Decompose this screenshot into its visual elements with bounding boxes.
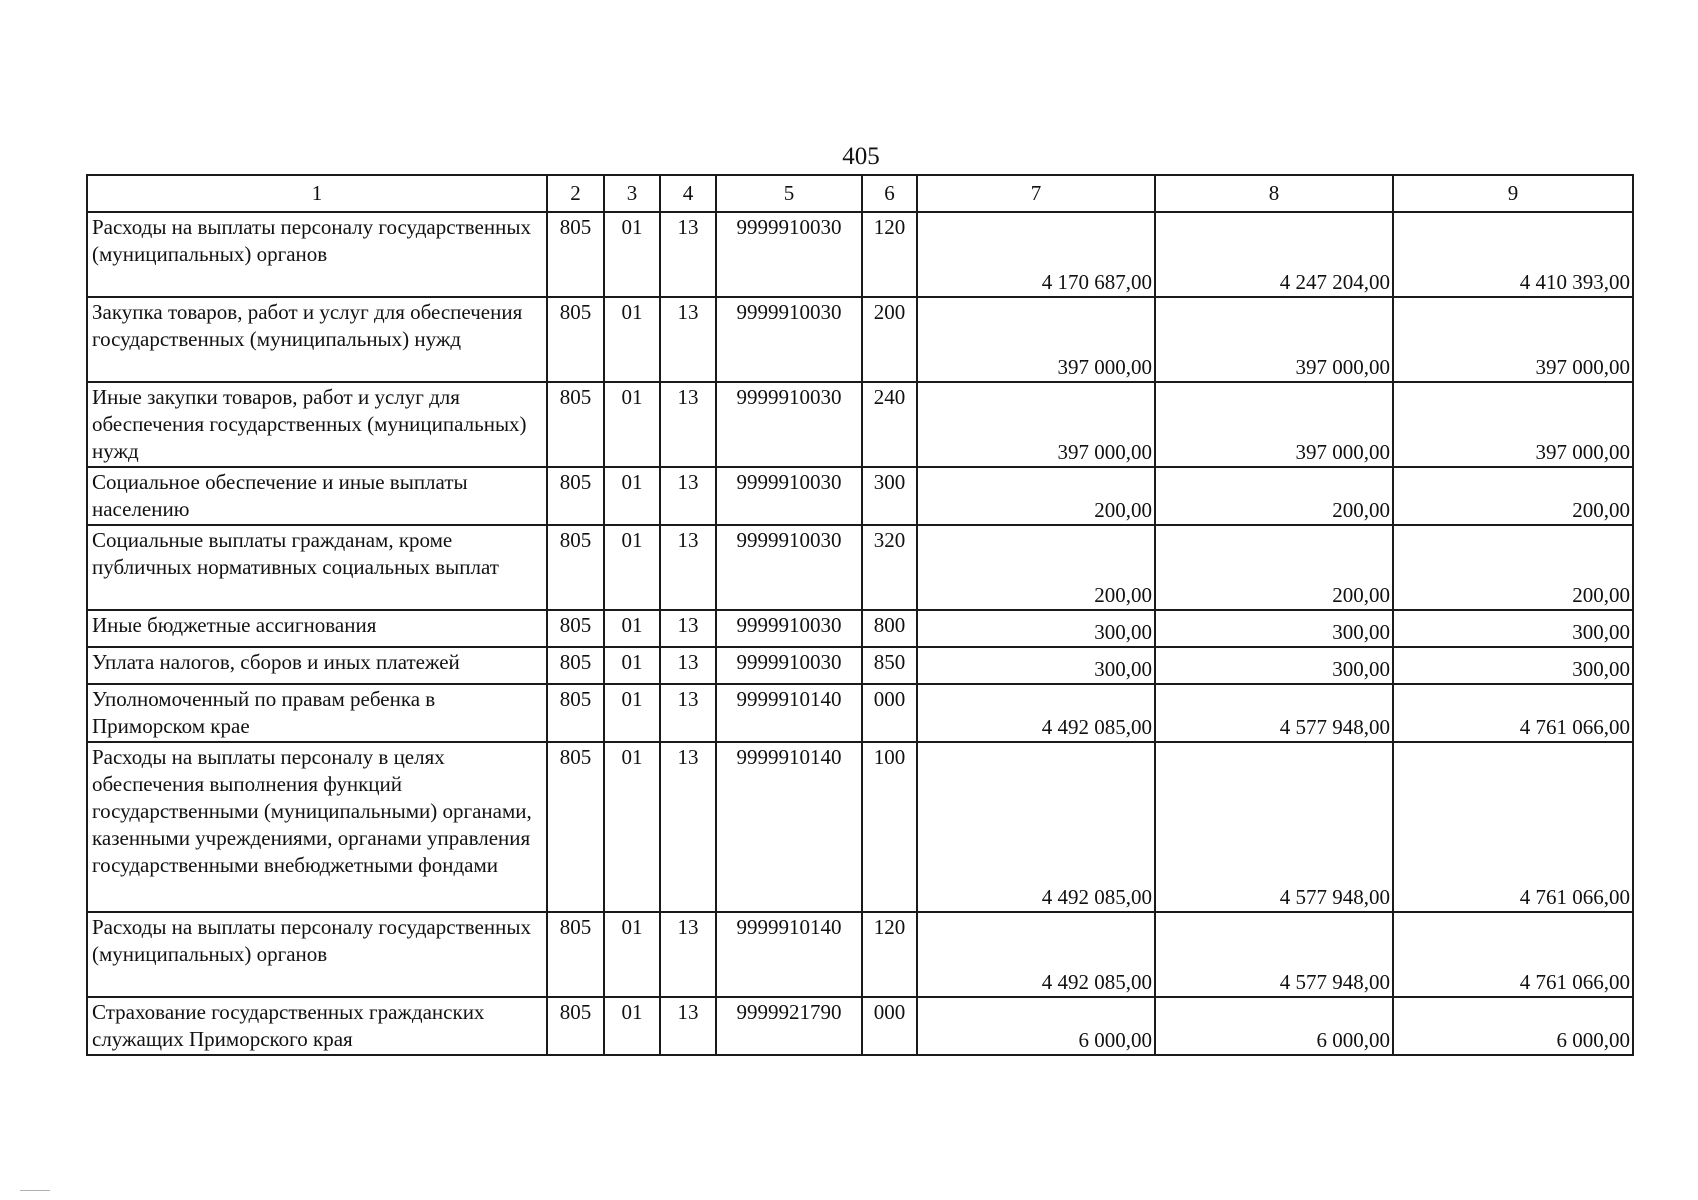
- amount-cell: 200,00: [1393, 467, 1633, 525]
- code-cell: 805: [547, 525, 604, 610]
- table-row: [87, 212, 1633, 297]
- amount-cell: 4 247 204,00: [1155, 212, 1393, 297]
- code-cell: 805: [547, 467, 604, 525]
- code-cell: 120: [862, 912, 917, 997]
- code-cell: 9999910030: [716, 382, 862, 467]
- table-row: [87, 997, 1633, 1055]
- amount-cell: 4 492 085,00: [917, 912, 1155, 997]
- row-name: Страхование государственных гражданских служащих Приморского края: [87, 997, 547, 1055]
- amount-cell: 4 410 393,00: [1393, 212, 1633, 297]
- column-header: 1: [87, 175, 547, 212]
- column-header: 6: [862, 175, 917, 212]
- code-cell: 9999910140: [716, 684, 862, 742]
- code-cell: 13: [660, 467, 716, 525]
- amount-cell: 4 492 085,00: [917, 742, 1155, 912]
- amount-cell: 4 577 948,00: [1155, 742, 1393, 912]
- code-cell: 01: [604, 912, 660, 997]
- code-cell: 805: [547, 742, 604, 912]
- code-cell: 9999910140: [716, 742, 862, 912]
- amount-cell: 397 000,00: [1155, 297, 1393, 382]
- amount-cell: 4 761 066,00: [1393, 742, 1633, 912]
- row-name: Социальные выплаты гражданам, кроме публичных нормативных социальных выплат: [87, 525, 547, 610]
- code-cell: 9999910030: [716, 610, 862, 647]
- code-cell: 805: [547, 212, 604, 297]
- code-cell: 9999910140: [716, 912, 862, 997]
- table-row: [87, 467, 1633, 525]
- amount-cell: 397 000,00: [1393, 297, 1633, 382]
- code-cell: 13: [660, 525, 716, 610]
- code-cell: 805: [547, 912, 604, 997]
- amount-cell: 300,00: [917, 610, 1155, 647]
- code-cell: 13: [660, 997, 716, 1055]
- code-cell: 9999910030: [716, 647, 862, 684]
- column-header: 8: [1155, 175, 1393, 212]
- table-row: [87, 684, 1633, 742]
- code-cell: 13: [660, 742, 716, 912]
- row-name: Расходы на выплаты персоналу государственных (муниципальных) органов: [87, 912, 547, 997]
- amount-cell: 300,00: [1155, 647, 1393, 684]
- code-cell: 200: [862, 297, 917, 382]
- code-cell: 01: [604, 647, 660, 684]
- amount-cell: 4 761 066,00: [1393, 684, 1633, 742]
- amount-cell: 300,00: [917, 647, 1155, 684]
- column-header: 2: [547, 175, 604, 212]
- code-cell: 100: [862, 742, 917, 912]
- code-cell: 13: [660, 684, 716, 742]
- code-cell: 13: [660, 912, 716, 997]
- column-header: 5: [716, 175, 862, 212]
- header-row: [87, 175, 1633, 212]
- code-cell: 01: [604, 997, 660, 1055]
- amount-cell: 200,00: [1393, 525, 1633, 610]
- table-row: [87, 382, 1633, 467]
- row-name: Социальное обеспечение и иные выплаты населению: [87, 467, 547, 525]
- code-cell: 13: [660, 212, 716, 297]
- row-name: Расходы на выплаты персоналу в целях обеспечения выполнения функций государственными (муниципальными) органами, казенными учреждениями, органами управления государственными внебюджетными фондами: [87, 742, 547, 912]
- code-cell: 13: [660, 610, 716, 647]
- code-cell: 800: [862, 610, 917, 647]
- amount-cell: 300,00: [1393, 647, 1633, 684]
- amount-cell: 397 000,00: [917, 382, 1155, 467]
- code-cell: 120: [862, 212, 917, 297]
- code-cell: 000: [862, 997, 917, 1055]
- column-header: 4: [660, 175, 716, 212]
- code-cell: 01: [604, 382, 660, 467]
- code-cell: 9999910030: [716, 525, 862, 610]
- amount-cell: 4 492 085,00: [917, 684, 1155, 742]
- code-cell: 01: [604, 467, 660, 525]
- row-name: Иные закупки товаров, работ и услуг для обеспечения государственных (муниципальных) нужд: [87, 382, 547, 467]
- table-row: [87, 647, 1633, 684]
- code-cell: 000: [862, 684, 917, 742]
- code-cell: 01: [604, 297, 660, 382]
- table-row: [87, 912, 1633, 997]
- amount-cell: 4 761 066,00: [1393, 912, 1633, 997]
- amount-cell: 200,00: [1155, 467, 1393, 525]
- row-name: Расходы на выплаты персоналу государственных (муниципальных) органов: [87, 212, 547, 297]
- code-cell: 01: [604, 525, 660, 610]
- row-name: Иные бюджетные ассигнования: [87, 610, 547, 647]
- code-cell: 01: [604, 610, 660, 647]
- page-number: 405: [842, 143, 880, 170]
- amount-cell: 397 000,00: [917, 297, 1155, 382]
- code-cell: 805: [547, 297, 604, 382]
- column-header: 3: [604, 175, 660, 212]
- code-cell: 805: [547, 997, 604, 1055]
- code-cell: 9999921790: [716, 997, 862, 1055]
- code-cell: 9999910030: [716, 297, 862, 382]
- amount-cell: 4 577 948,00: [1155, 684, 1393, 742]
- row-name: Уполномоченный по правам ребенка в Приморском крае: [87, 684, 547, 742]
- code-cell: 9999910030: [716, 212, 862, 297]
- code-cell: 805: [547, 647, 604, 684]
- amount-cell: 200,00: [917, 467, 1155, 525]
- column-header: 7: [917, 175, 1155, 212]
- code-cell: 240: [862, 382, 917, 467]
- amount-cell: 200,00: [1155, 525, 1393, 610]
- amount-cell: 200,00: [917, 525, 1155, 610]
- code-cell: 300: [862, 467, 917, 525]
- amount-cell: 300,00: [1155, 610, 1393, 647]
- amount-cell: 397 000,00: [1393, 382, 1633, 467]
- code-cell: 805: [547, 684, 604, 742]
- amount-cell: 4 170 687,00: [917, 212, 1155, 297]
- table-row: [87, 610, 1633, 647]
- amount-cell: 6 000,00: [1393, 997, 1633, 1055]
- table-row: [87, 297, 1633, 382]
- amount-cell: 397 000,00: [1155, 382, 1393, 467]
- code-cell: 9999910030: [716, 467, 862, 525]
- code-cell: 01: [604, 212, 660, 297]
- code-cell: 13: [660, 647, 716, 684]
- row-name: Закупка товаров, работ и услуг для обеспечения государственных (муниципальных) нужд: [87, 297, 547, 382]
- amount-cell: 4 577 948,00: [1155, 912, 1393, 997]
- budget-table: [86, 174, 1634, 1056]
- code-cell: 805: [547, 610, 604, 647]
- row-name: Уплата налогов, сборов и иных платежей: [87, 647, 547, 684]
- scan-edge-mark: [20, 1190, 50, 1191]
- table-row: [87, 742, 1633, 912]
- amount-cell: 6 000,00: [917, 997, 1155, 1055]
- amount-cell: 6 000,00: [1155, 997, 1393, 1055]
- code-cell: 805: [547, 382, 604, 467]
- code-cell: 13: [660, 382, 716, 467]
- code-cell: 320: [862, 525, 917, 610]
- code-cell: 850: [862, 647, 917, 684]
- table-row: [87, 525, 1633, 610]
- column-header: 9: [1393, 175, 1633, 212]
- code-cell: 01: [604, 684, 660, 742]
- amount-cell: 300,00: [1393, 610, 1633, 647]
- code-cell: 01: [604, 742, 660, 912]
- code-cell: 13: [660, 297, 716, 382]
